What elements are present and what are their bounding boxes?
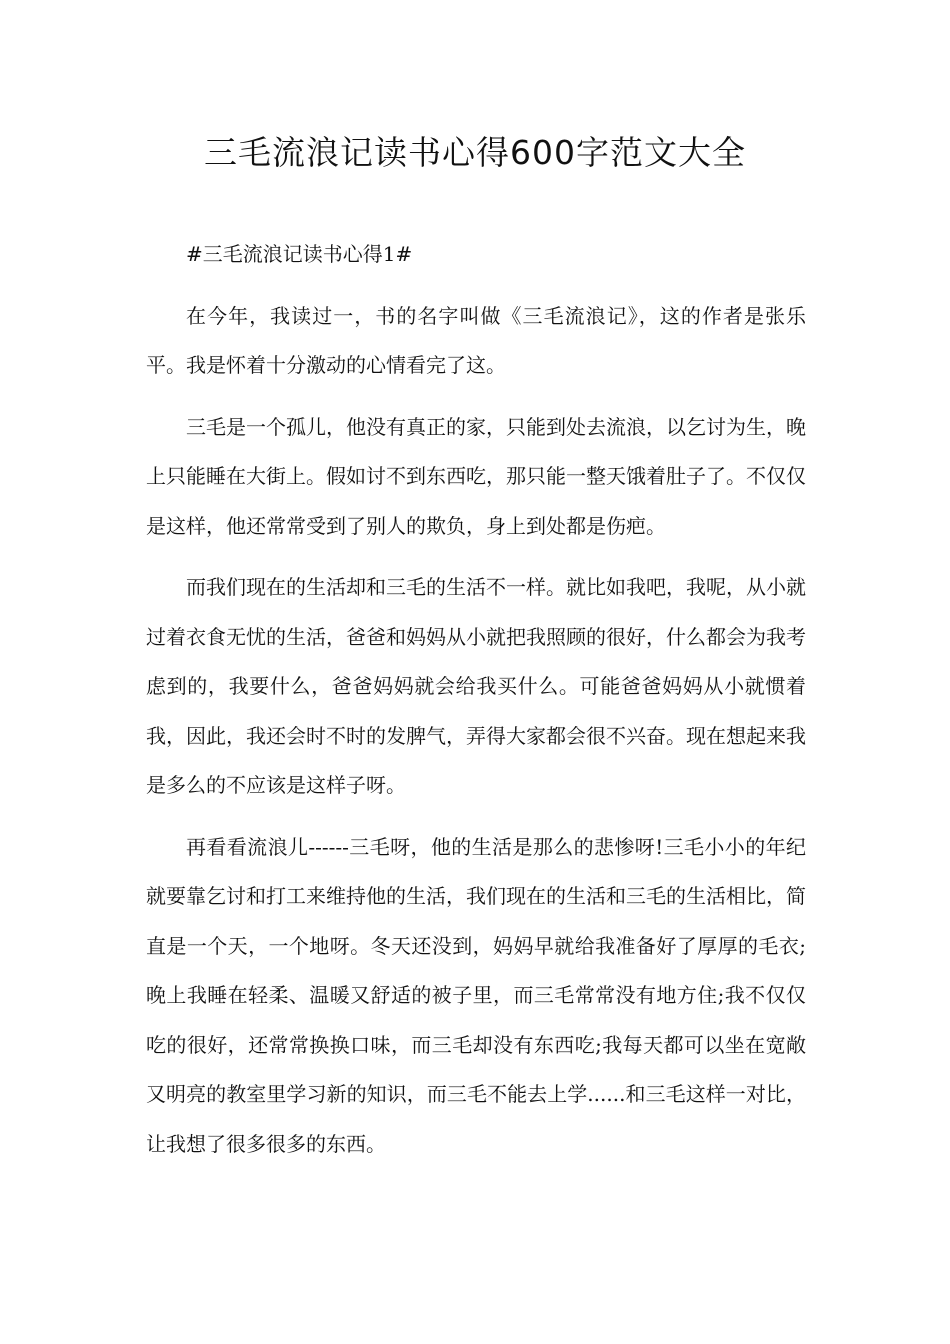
paragraph: 在今年，我读过一，书的名字叫做《三毛流浪记》，这的作者是张乐平。我是怀着十分激动的心情看完了这。 [146, 303, 806, 377]
document-title: 三毛流浪记读书心得600字范文大全 [204, 133, 746, 172]
paragraph: 再看看流浪儿------三毛呀，他的生活是那么的悲惨呀!三毛小小的年纪就要靠乞讨和打工来维持他的生活，我们现在的生活和三毛的生活相比，简直是一个天，一个地呀。冬天还没到，妈妈早就给我准备好了厚厚的毛衣;晚上我睡在轻柔、温暖又舒适的被子里，而三毛常常没有地方住;我不仅仅吃的很好，还常常换换口味，而三毛却没有东西吃;我每天都可以坐在宽敞又明亮的教室里学习新的知识，而三毛不能去上学......和三毛这样一对比，让我想了很多很多的东西。 [146, 834, 806, 1156]
section-heading: #三毛流浪记读书心得1# [186, 242, 413, 266]
paragraph: 而我们现在的生活却和三毛的生活不一样。就比如我吧，我呢，从小就过着衣食无忧的生活，爸爸和妈妈从小就把我照顾的很好，什么都会为我考虑到的，我要什么，爸爸妈妈就会给我买什么。可能爸爸妈妈从小就惯着我，因此，我还会时不时的发脾气，弄得大家都会很不兴奋。现在想起来我是多么的不应该是这样子呀。 [146, 575, 806, 797]
paragraph: 三毛是一个孤儿，他没有真正的家，只能到处去流浪，以乞讨为生，晚上只能睡在大街上。假如讨不到东西吃，那只能一整天饿着肚子了。不仅仅是这样，他还常常受到了别人的欺负，身上到处都是伤疤。 [146, 414, 806, 538]
document-body [146, 230, 806, 1181]
